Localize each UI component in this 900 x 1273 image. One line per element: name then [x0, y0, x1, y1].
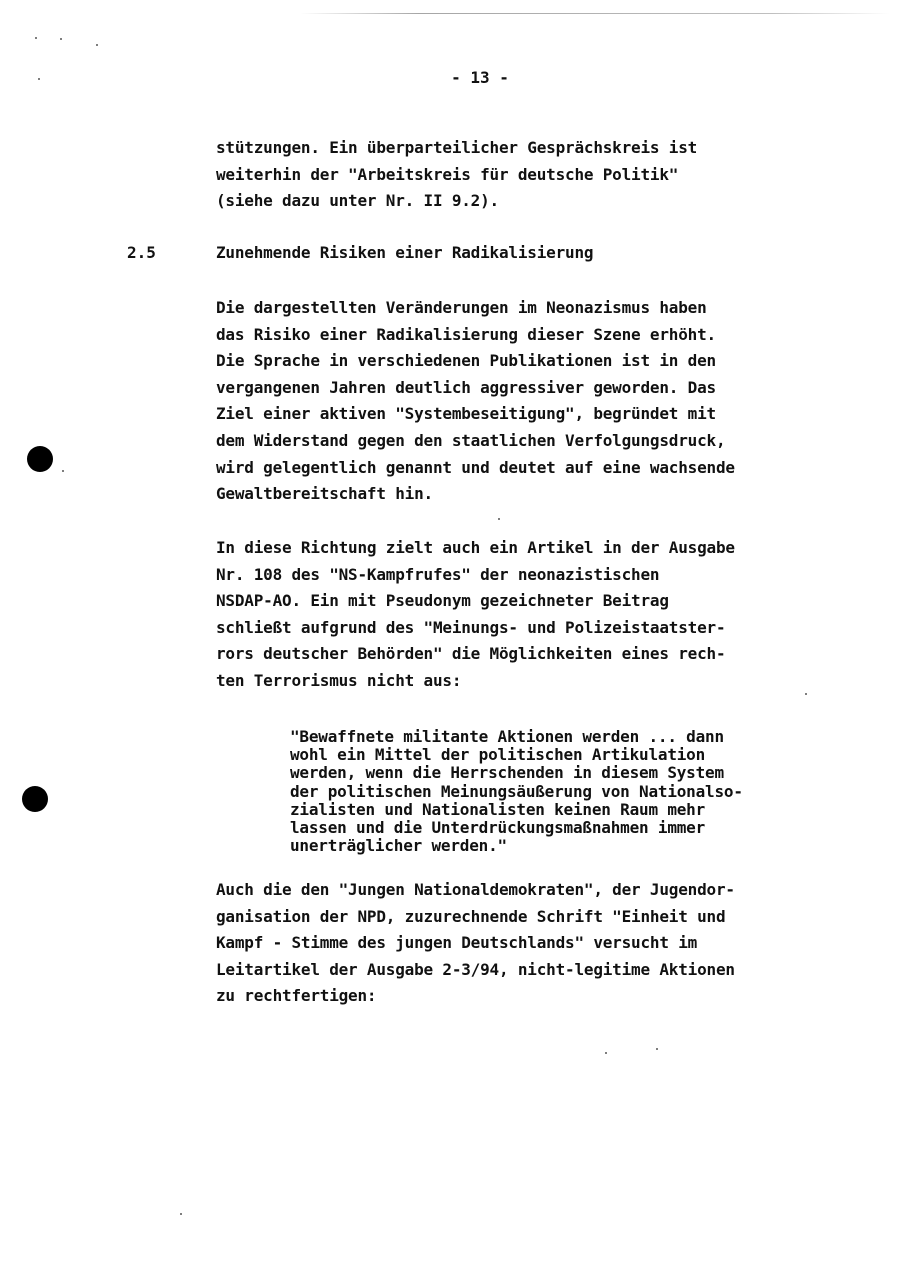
scan-speck	[605, 1052, 607, 1054]
scan-speck	[60, 38, 62, 40]
block-quote: "Bewaffnete militante Aktionen werden ... dann wohl ein Mittel der politischen Artikulation werden, wenn die Herrschenden in diesem System der politischen Meinungsäußerung von Nationalso- zialisten und Nationalisten keinen Raum mehr lassen und die Unterdrückungsmaßnahmen immer unerträglicher werden."	[290, 727, 743, 856]
scan-speck	[35, 37, 37, 39]
scan-speck	[180, 1213, 182, 1215]
scan-speck	[96, 44, 98, 46]
scan-speck	[805, 693, 807, 695]
punch-hole-bottom	[22, 786, 48, 812]
section-heading: Zunehmende Risiken einer Radikalisierung	[216, 243, 594, 262]
scan-speck	[62, 470, 64, 472]
paragraph-einheit-und-kampf: Auch die den "Jungen Nationaldemokraten", der Jugendor- ganisation der NPD, zuzurechnende Schrift "Einheit und Kampf - Stimme des jungen Deutschlands" versucht im Leitartikel der Ausgabe 2-3/94, nicht-legitime Aktionen zu rechtfertigen:	[216, 880, 735, 1006]
section-number: 2.5	[127, 243, 156, 262]
punch-hole-top	[27, 446, 53, 472]
paragraph-ns-kampfruf: In diese Richtung zielt auch ein Artikel in der Ausgabe Nr. 108 des "NS-Kampfrufes" der neonazistischen NSDAP-AO. Ein mit Pseudonym gezeichneter Beitrag schließt aufgrund des "Meinungs- und Polizeistaatster- rors deutscher Behörden" die Möglichkeiten eines rech- ten Terrorismus nicht aus:	[216, 538, 735, 690]
intro-paragraph: stützungen. Ein überparteilicher Gesprächskreis ist weiterhin der "Arbeitskreis für deutsche Politik" (siehe dazu unter Nr. II 9.2).	[216, 138, 698, 211]
page-number: - 13 -	[451, 68, 509, 87]
scan-speck	[38, 78, 40, 80]
scan-edge-line	[300, 13, 890, 14]
scan-speck	[498, 518, 500, 520]
scan-speck	[656, 1048, 658, 1050]
paragraph-radicalization: Die dargestellten Veränderungen im Neonazismus haben das Risiko einer Radikalisierung dieser Szene erhöht. Die Sprache in verschiedenen Publikationen ist in den vergangenen Jahren deutlich aggressiver geworden. Das Ziel einer aktiven "Systembeseitigung", begründet mit dem Widerstand gegen den staatlichen Verfolgungsdruck, wird gelegentlich genannt und deutet auf eine wachsende Gewaltbereitschaft hin.	[216, 298, 735, 504]
